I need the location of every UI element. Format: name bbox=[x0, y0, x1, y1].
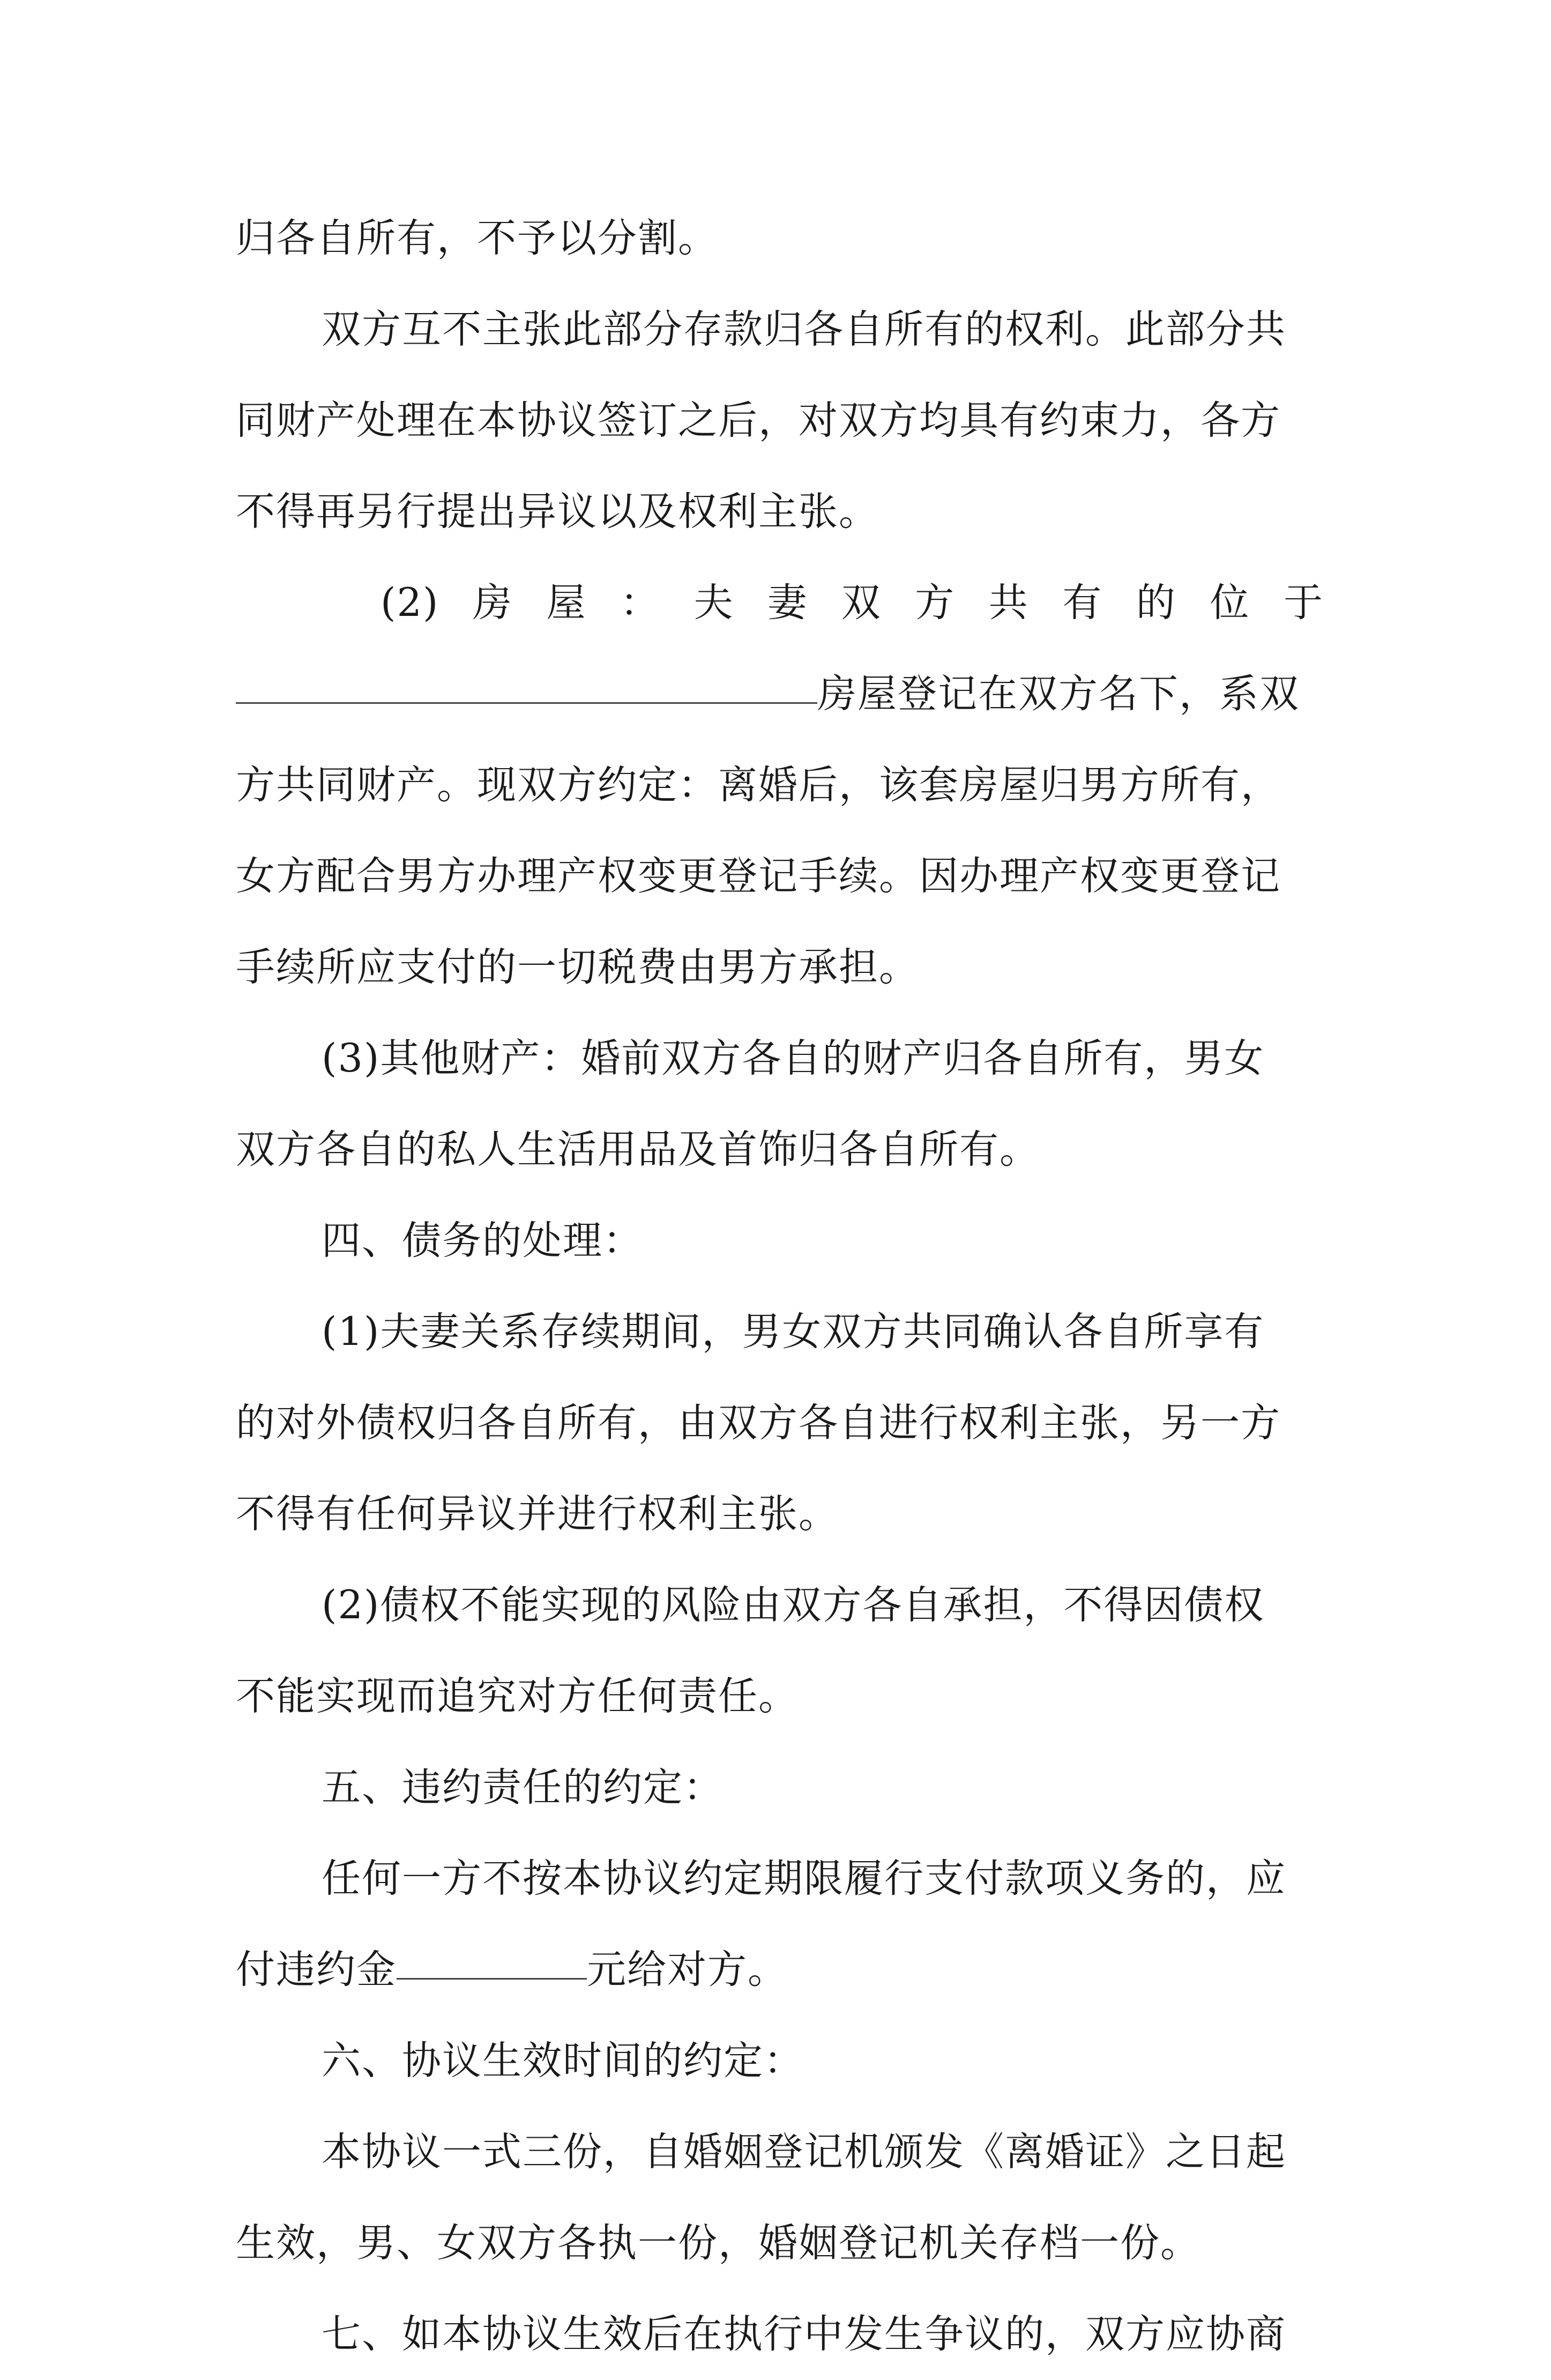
spread-char: 的 bbox=[1136, 580, 1176, 626]
paragraph-start: 任何一方不按本协议约定期限履行支付款项义务的，应 bbox=[322, 1856, 1286, 1901]
text-line: 女方配合男方办理产权变更登记手续。因办理产权变更登记 bbox=[236, 853, 1281, 899]
text-line: 手续所应支付的一切税费由男方承担。 bbox=[236, 944, 919, 990]
spread-char: (2) bbox=[381, 580, 439, 626]
text-line: 双方各自的私人生活用品及首饰归各自所有。 bbox=[236, 1127, 1040, 1172]
spread-char: 共 bbox=[988, 580, 1029, 626]
spread-char: 夫 bbox=[694, 580, 734, 626]
section-heading: 五、违约责任的约定： bbox=[322, 1765, 724, 1810]
paragraph-start: (2)债权不能实现的风险由双方各自承担，不得因债权 bbox=[322, 1582, 1265, 1628]
spread-char: ： bbox=[620, 580, 661, 626]
text-line: 同财产处理在本协议签订之后，对双方均具有约束力，各方 bbox=[236, 398, 1281, 443]
spread-char: 房 bbox=[472, 580, 513, 626]
text-line: 不能实现而追究对方任何责任。 bbox=[236, 1674, 799, 1719]
paragraph-start: 双方互不主张此部分存款归各自所有的权利。此部分共 bbox=[322, 307, 1286, 352]
spread-char: 屋 bbox=[546, 580, 587, 626]
text-line: 不得有任何异议并进行权利主张。 bbox=[236, 1491, 839, 1537]
text-segment: 元给对方。 bbox=[587, 1947, 788, 1992]
text-segment: 付违约金 bbox=[236, 1947, 397, 1992]
text-line: 生效，男、女双方各执一份，婚姻登记机关存档一份。 bbox=[236, 2220, 1200, 2266]
paragraph-start: 本协议一式三份，自婚姻登记机颁发《离婚证》之日起 bbox=[322, 2129, 1286, 2175]
paragraph-start: (3)其他财产：婚前双方各自的财产归各自所有，男女 bbox=[322, 1036, 1265, 1081]
text-line: 不得再另行提出异议以及权利主张。 bbox=[236, 489, 879, 534]
spread-char: 双 bbox=[841, 580, 882, 626]
penalty-amount-blank-field[interactable] bbox=[397, 1924, 587, 1980]
section-heading: 七、如本协议生效后在执行中发生争议的，双方应协商 bbox=[322, 2311, 1286, 2357]
text-line: 的对外债权归各自所有，由双方各自进行权利主张，另一方 bbox=[236, 1400, 1281, 1446]
section-heading: 四、债务的处理： bbox=[322, 1218, 643, 1263]
spread-char: 于 bbox=[1283, 580, 1324, 626]
text-line: 方共同财产。现双方约定：离婚后，该套房屋归男方所有， bbox=[236, 762, 1281, 808]
spread-char: 有 bbox=[1062, 580, 1103, 626]
spread-char: 方 bbox=[915, 580, 956, 626]
document-page bbox=[236, 193, 1324, 2380]
section-heading: 六、协议生效时间的约定： bbox=[322, 2038, 804, 2084]
text-line: 归各自所有，不予以分割。 bbox=[236, 215, 718, 261]
spread-char: 妻 bbox=[767, 580, 808, 626]
spread-char: 位 bbox=[1210, 580, 1250, 626]
text-segment: 房屋登记在双方名下，系双 bbox=[817, 671, 1300, 717]
address-blank-field[interactable] bbox=[236, 649, 817, 704]
house-address-line bbox=[236, 649, 1324, 740]
house-clause-heading bbox=[236, 557, 1324, 649]
penalty-line bbox=[236, 1924, 1324, 2015]
paragraph-start: (1)夫妻关系存续期间，男女双方共同确认各自所享有 bbox=[322, 1309, 1265, 1355]
